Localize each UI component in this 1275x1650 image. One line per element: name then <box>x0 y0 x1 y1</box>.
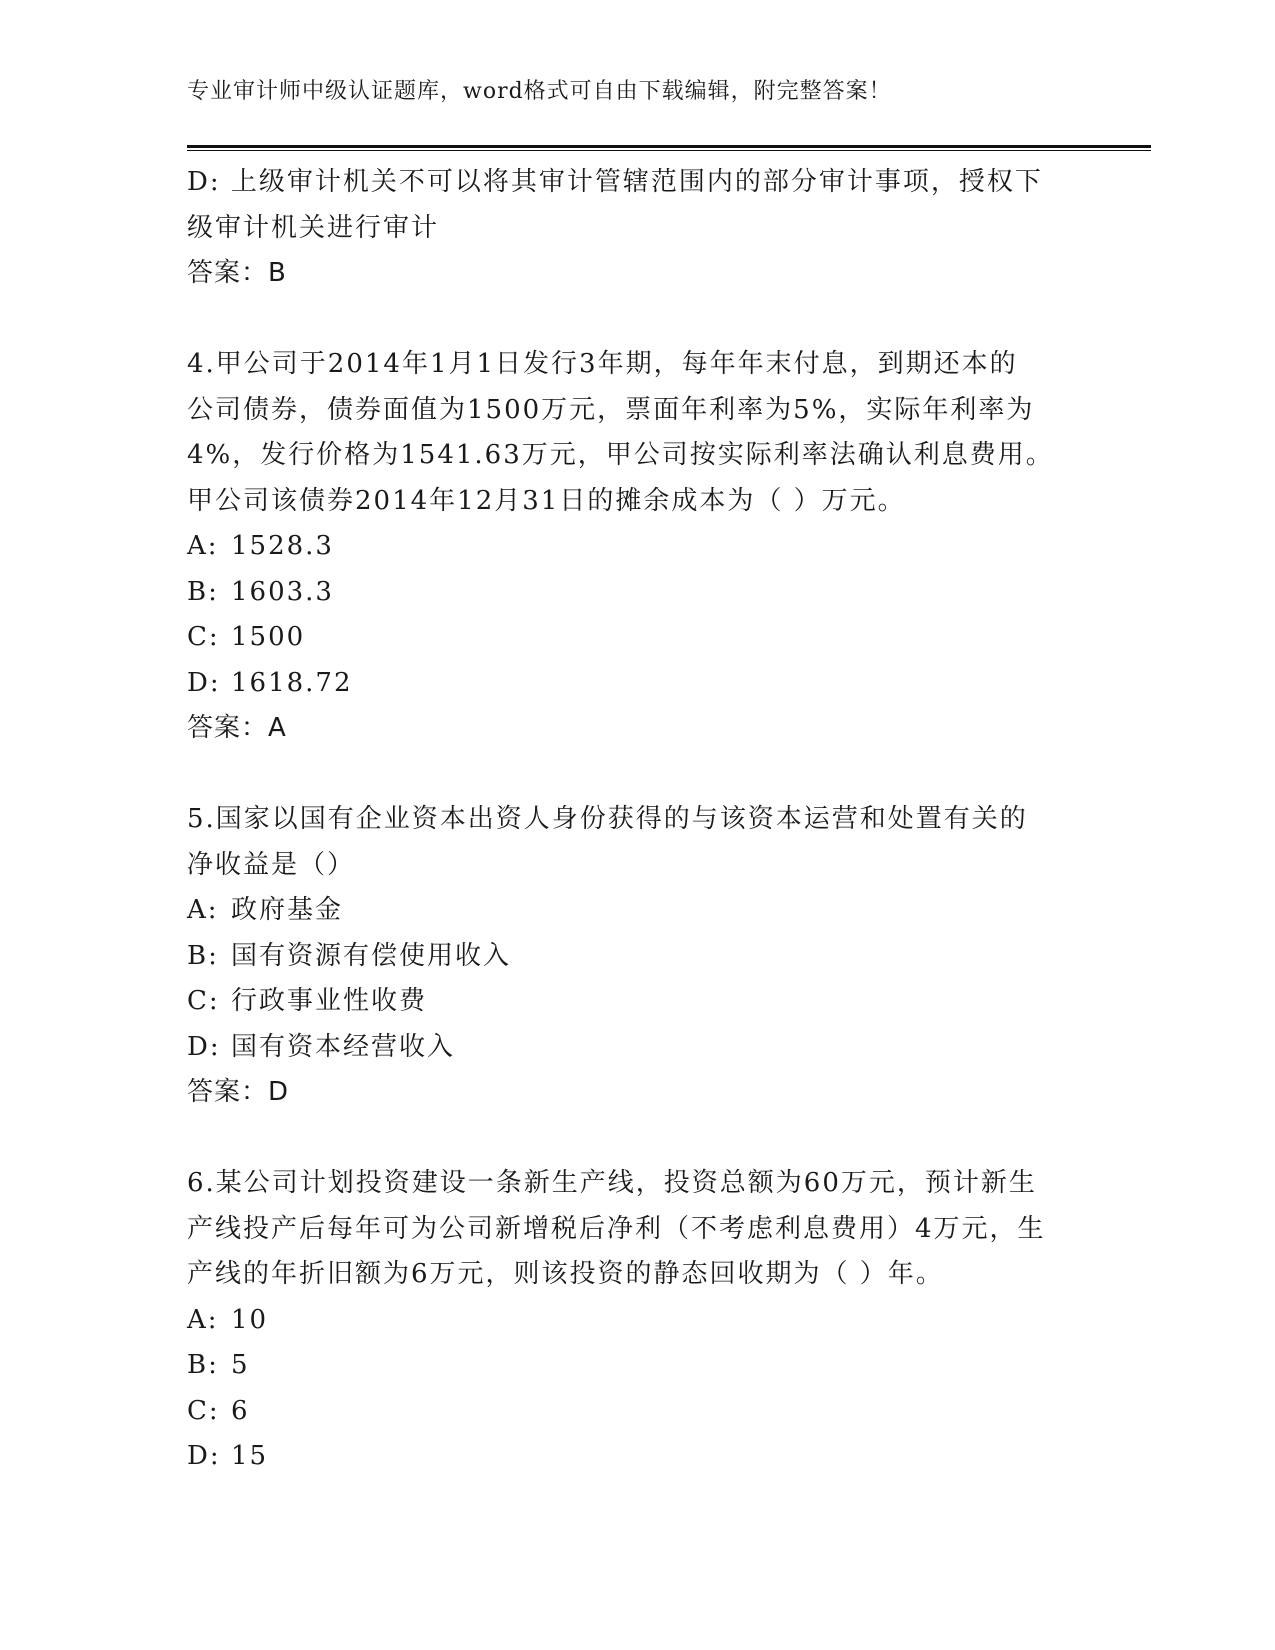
answer-label: 答案：A <box>187 713 287 743</box>
question-text-line: 4%，发行价格为1541.63万元，甲公司按实际利率法确认利息费用。 <box>187 440 1054 470</box>
option-prefix: C: <box>187 1395 220 1426</box>
option-b <box>187 934 1087 980</box>
option-prefix: D: <box>187 667 221 698</box>
option-prefix: A: <box>187 895 219 925</box>
option-a <box>187 1298 1087 1344</box>
option-text: 15 <box>231 1441 269 1471</box>
option-text: 10 <box>231 1304 269 1335</box>
question-text-line: 6.某公司计划投资建设一条新生产线，投资总额为60万元，预计新生 <box>187 1168 1037 1198</box>
page-header: 专业审计师中级认证题库，word格式可自由下载编辑，附完整答案！ <box>187 79 892 104</box>
option-text: 国有资源有偿使用收入 <box>231 940 512 971</box>
question-5 <box>187 797 1087 1116</box>
document-body <box>187 160 1087 1480</box>
header-rule-thick <box>187 145 1151 148</box>
option-text: 5 <box>231 1350 250 1380</box>
option-c <box>187 615 1087 661</box>
option-text: 1500 <box>231 622 306 652</box>
question-4 <box>187 342 1087 752</box>
option-a <box>187 888 1087 934</box>
question-text-line: 甲公司该债券2014年12月31日的摊余成本为（ ）万元。 <box>187 485 906 516</box>
option-d <box>187 1434 1087 1480</box>
option-d <box>187 1025 1087 1071</box>
option-prefix: B: <box>187 940 219 971</box>
answer-label: 答案：D <box>187 1077 290 1107</box>
question-6 <box>187 1161 1087 1480</box>
option-c <box>187 979 1087 1025</box>
option-text: 1618.72 <box>231 667 353 698</box>
option-prefix: B: <box>187 1350 219 1380</box>
question-text-line: 5.国家以国有企业资本出资人身份获得的与该资本运营和处置有关的 <box>187 804 1028 834</box>
option-text: 国有资本经营收入 <box>231 1031 456 1062</box>
answer-label: 答案：B <box>187 258 287 288</box>
option-a <box>187 524 1087 570</box>
question-text-line: 产线投产后每年可为公司新增税后净利（不考虑利息费用）4万元，生 <box>187 1213 1046 1244</box>
option-prefix: B: <box>187 576 219 607</box>
option-d-line: D: 上级审计机关不可以将其审计管辖范围内的部分审计事项，授权下 <box>187 167 1043 197</box>
option-prefix: D: <box>187 1031 221 1062</box>
question-text-line: 净收益是（） <box>187 849 356 880</box>
spacer <box>187 1116 1087 1162</box>
option-text: 1603.3 <box>231 576 334 607</box>
question-text-line: 公司债券，债券面值为1500万元，票面年利率为5%，实际年利率为 <box>187 394 1035 425</box>
option-prefix: C: <box>187 986 220 1016</box>
option-prefix: D: <box>187 1441 221 1471</box>
option-b <box>187 570 1087 616</box>
question-text-line: 4.甲公司于2014年1月1日发行3年期，每年年末付息，到期还本的 <box>187 349 1018 379</box>
question-text-line: 产线的年折旧额为6万元，则该投资的静态回收期为（ ）年。 <box>187 1259 944 1289</box>
option-text: 政府基金 <box>231 895 344 925</box>
header-rule-thin <box>187 150 1151 151</box>
option-d <box>187 661 1087 707</box>
option-b <box>187 1343 1087 1389</box>
option-prefix: C: <box>187 622 220 652</box>
option-prefix: A: <box>187 1304 219 1335</box>
option-text: 1528.3 <box>231 531 334 561</box>
spacer <box>187 297 1087 343</box>
question-3-tail <box>187 160 1087 297</box>
option-text: 行政事业性收费 <box>231 986 428 1016</box>
option-prefix: A: <box>187 531 219 561</box>
spacer <box>187 752 1087 798</box>
option-text: 6 <box>231 1395 250 1426</box>
option-c <box>187 1389 1087 1435</box>
option-d-line-cont: 级审计机关进行审计 <box>187 212 440 243</box>
